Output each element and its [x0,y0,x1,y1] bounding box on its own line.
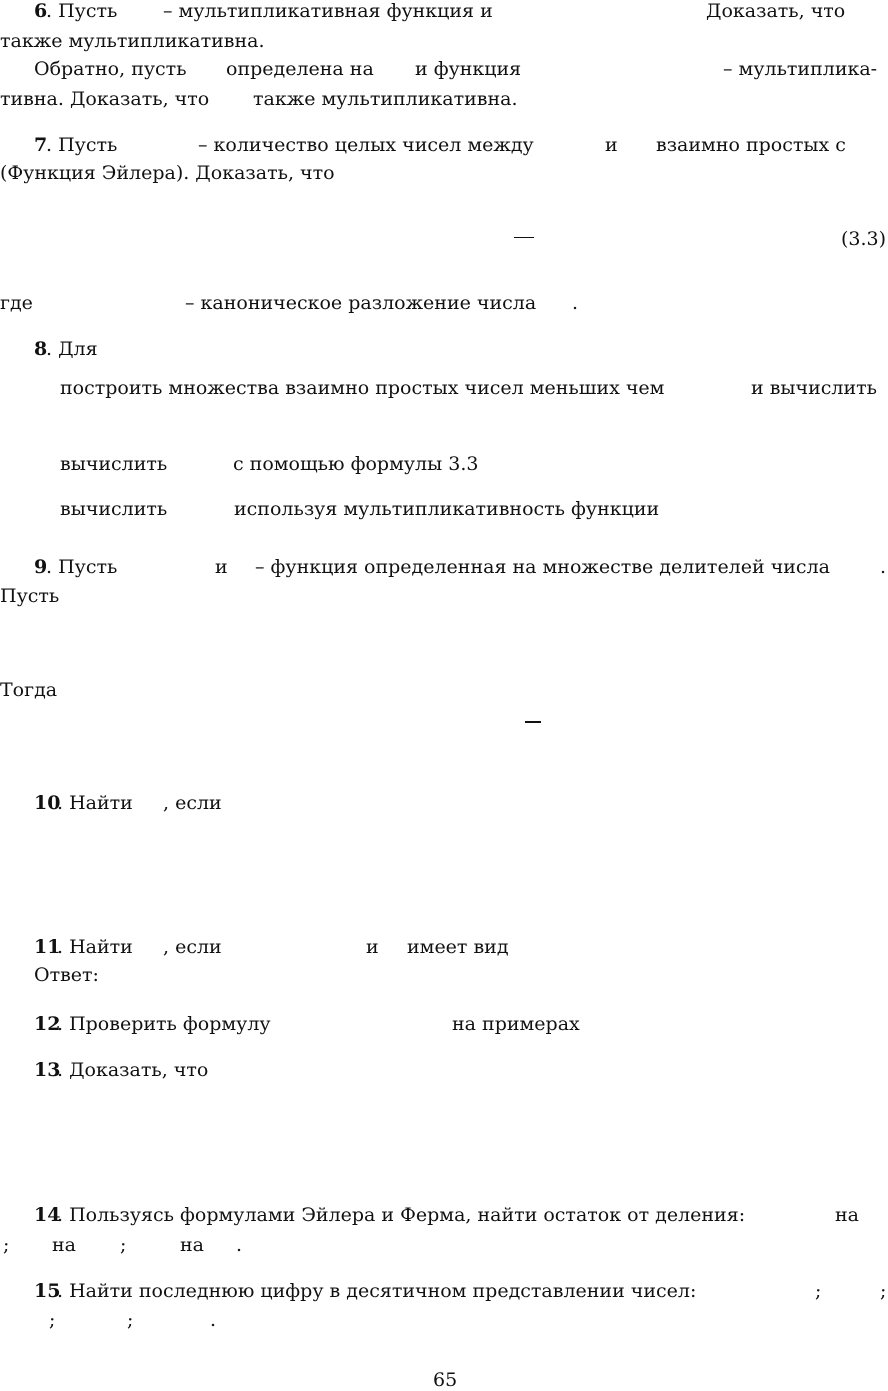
text: . Пусть [46,134,118,156]
formula-fraction-bar [514,237,534,238]
text: . [572,292,579,314]
problem-number: 7 [34,134,48,156]
text: с помощью формулы 3.3 [233,453,479,475]
text: и [215,556,228,578]
text: . Найти [57,936,133,958]
problem-number: 14 [34,1204,61,1226]
text: и [366,936,379,958]
text: . Пользуясь формулами Эйлера и Ферма, найти остаток от деления: [57,1204,746,1226]
text: на [180,1234,204,1256]
text: . Пусть [46,0,118,22]
text: . Найти [57,792,133,814]
text: . [210,1309,217,1331]
text: ; [3,1234,10,1256]
text: ; [49,1309,56,1331]
text: – каноническое разложение числа [185,292,537,314]
text: – мультипликативная функция и [163,0,493,22]
text: ; [880,1280,887,1302]
text: , если [163,792,222,814]
text: . Найти последнюю цифру в десятичном представлении чисел: [57,1280,697,1302]
problem-number: 9 [34,556,48,578]
text: вычислить [60,453,168,475]
text: взаимно простых с [656,134,846,156]
problem-number: 6 [34,0,48,22]
text: Доказать, что [706,0,846,22]
text: Обратно, пусть [34,58,187,80]
text: и функция [415,58,522,80]
text: где [0,292,33,314]
text: также мультипликативна. [253,88,518,110]
text: также мультипликативна. [0,30,265,52]
text: на [835,1204,859,1226]
text: . [236,1234,243,1256]
page-number: 65 [433,1369,458,1391]
problem-number: 8 [34,338,48,360]
text: – функция определенная на множестве делителей числа [255,556,830,578]
answer-label: Ответ: [34,964,99,986]
text: построить множества взаимно простых чисел меньших чем [60,377,665,399]
text: . Для [46,338,98,360]
text: определена на [226,58,374,80]
text: , если [163,936,222,958]
text: и вычислить [751,377,877,399]
text: вычислить [60,498,168,520]
equation-label: (3.3) [841,228,887,250]
text: на [52,1234,76,1256]
text: и [605,134,618,156]
text: . Доказать, что [57,1059,209,1081]
problem-number: 13 [34,1059,61,1081]
text: на примерах [452,1013,580,1035]
text: Пусть [0,585,60,607]
text: . Проверить формулу [57,1013,271,1035]
problem-number: 12 [34,1013,61,1035]
text: тивна. Доказать, что [0,88,210,110]
text: (Функция Эйлера). Доказать, что [0,162,335,184]
problem-number: 15 [34,1280,61,1302]
formula-fraction-bar [525,721,541,723]
text: Тогда [0,679,58,701]
text: используя мультипликативность функции [234,498,660,520]
text: ; [815,1280,822,1302]
text: – количество целых чисел между [198,134,534,156]
text: – мультиплика- [723,58,878,80]
problem-number: 10 [34,792,61,814]
text: . [880,556,887,578]
text: ; [127,1309,134,1331]
text: имеет вид [407,936,509,958]
problem-number: 11 [34,936,61,958]
text: . Пусть [46,556,118,578]
text: ; [120,1234,127,1256]
